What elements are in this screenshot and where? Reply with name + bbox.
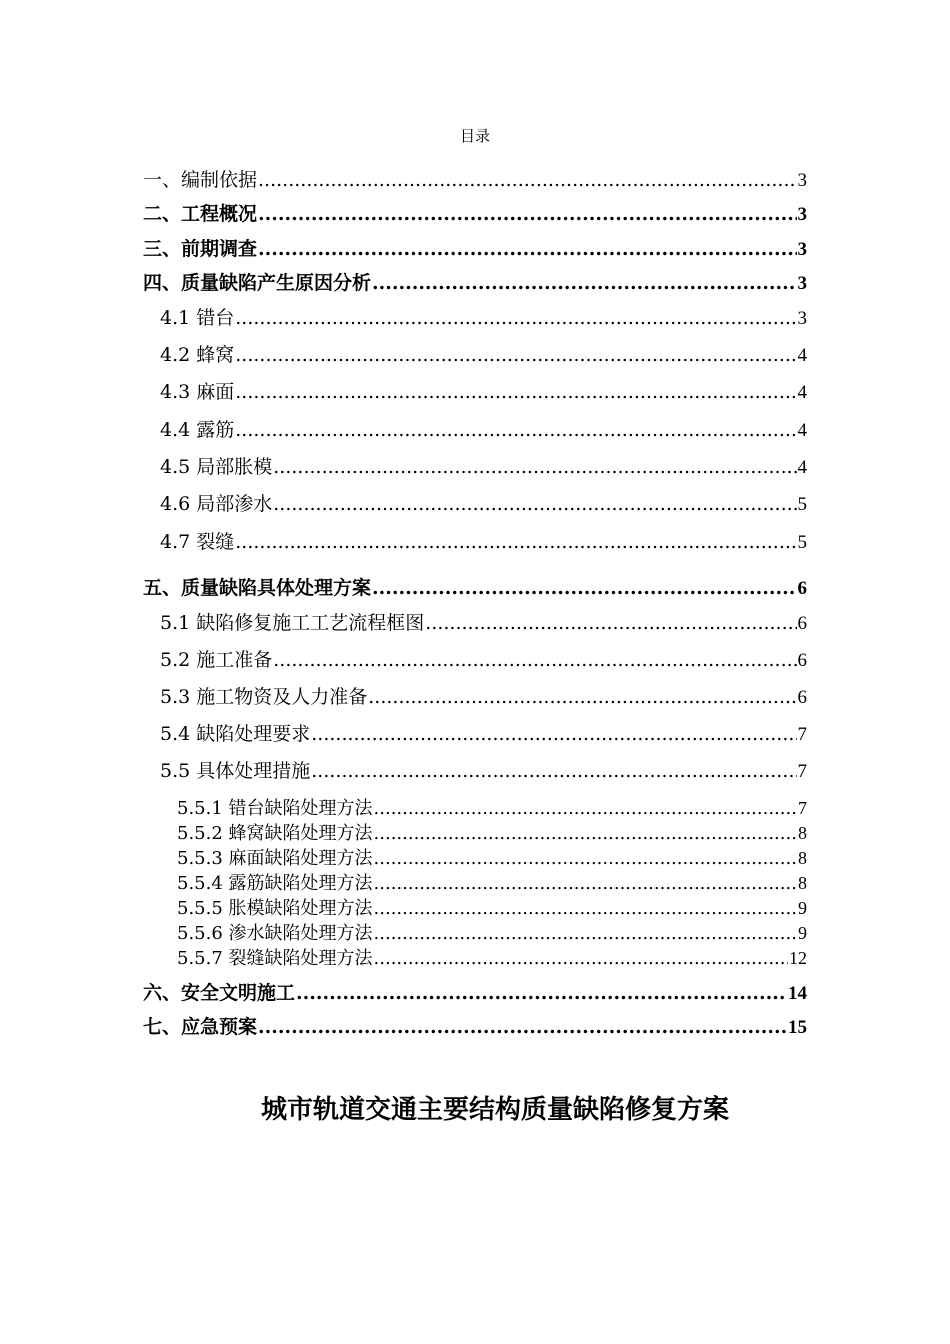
toc-leader [374, 798, 797, 820]
toc-entry[interactable] [160, 530, 807, 555]
toc-entry[interactable] [143, 237, 807, 262]
toc-entry[interactable] [143, 576, 807, 601]
toc-entry[interactable] [160, 380, 807, 405]
toc-entry[interactable] [160, 759, 807, 784]
toc-title: 目录 [459, 127, 490, 145]
toc-entry-label: 5.2 施工准备 [160, 649, 273, 671]
toc-leader [258, 168, 796, 192]
toc-entry-label: 4.4 露筋 [160, 419, 235, 441]
toc-entry-page: 3 [797, 204, 807, 225]
toc-entry-page: 5 [797, 494, 807, 515]
toc-leader [374, 898, 797, 920]
toc-entry-page: 3 [797, 239, 807, 260]
toc-leader [296, 981, 787, 1005]
toc-leader [311, 759, 796, 783]
toc-leader [235, 530, 796, 554]
toc-entry-page: 9 [798, 898, 807, 918]
toc-entry-page: 14 [788, 983, 807, 1004]
toc-leader [374, 873, 797, 895]
toc-entry[interactable] [177, 872, 807, 895]
toc-entry-label: 5.5.1 错台缺陷处理方法 [177, 798, 373, 819]
toc-entry-page: 6 [797, 578, 807, 599]
toc-entry-label: 4.7 裂缝 [160, 531, 235, 553]
toc-entry-label: 5.5.2 蜂窝缺陷处理方法 [177, 823, 373, 844]
toc-entry[interactable] [143, 202, 807, 227]
toc-entry[interactable] [143, 168, 807, 193]
toc-entry[interactable] [160, 306, 807, 331]
toc-entry-label: 5.1 缺陷修复施工工艺流程框图 [160, 612, 425, 634]
toc-entry-label: 4.1 错台 [160, 307, 235, 329]
toc-leader [374, 848, 797, 870]
toc-leader [273, 455, 796, 479]
toc-entry-label: 4.5 局部胀模 [160, 456, 273, 478]
toc-entry[interactable] [160, 611, 807, 636]
toc-entry[interactable] [160, 685, 807, 710]
toc-leader [273, 492, 796, 516]
toc-entry-page: 8 [798, 848, 807, 868]
toc-entry[interactable] [177, 922, 807, 945]
toc-entry-page: 15 [788, 1017, 807, 1038]
toc-entry-page: 12 [789, 948, 807, 968]
toc-entry-label: 5.5.7 裂缝缺陷处理方法 [177, 948, 373, 969]
toc-entry-label: 5.4 缺陷处理要求 [160, 723, 311, 745]
toc-entry[interactable] [177, 947, 807, 970]
toc-entry-label: 5.5.6 渗水缺陷处理方法 [177, 923, 373, 944]
toc-leader [372, 576, 796, 600]
toc-entry-label: 5.3 施工物资及人力准备 [160, 686, 368, 708]
toc-entry-page: 9 [798, 923, 807, 943]
toc-leader [425, 611, 796, 635]
toc-entry[interactable] [160, 722, 807, 747]
toc-entry[interactable] [160, 455, 807, 480]
toc-entry-page: 4 [797, 345, 807, 366]
toc-entry-label: 三、前期调查 [143, 238, 258, 260]
toc-leader [368, 685, 796, 709]
toc-entry-page: 7 [797, 761, 807, 782]
toc-entry[interactable] [177, 847, 807, 870]
toc-entry-label: 5.5.5 胀模缺陷处理方法 [177, 898, 373, 919]
toc-leader [258, 1015, 787, 1039]
toc-entry[interactable] [177, 797, 807, 820]
toc-entry[interactable] [143, 981, 807, 1006]
toc-leader [235, 306, 796, 330]
toc-entry-page: 6 [797, 650, 807, 671]
toc-entry-page: 5 [797, 532, 807, 553]
toc-entry-page: 6 [797, 687, 807, 708]
toc-entry-label: 5.5 具体处理措施 [160, 760, 311, 782]
toc-leader [374, 948, 788, 970]
toc-entry-label: 5.5.3 麻面缺陷处理方法 [177, 848, 373, 869]
document-title: 城市轨道交通主要结构质量缺陷修复方案 [260, 1095, 729, 1125]
toc-entry-page: 8 [798, 823, 807, 843]
toc-entry-page: 7 [798, 798, 807, 818]
toc-entry-page: 3 [797, 273, 807, 294]
toc-entry[interactable] [177, 822, 807, 845]
toc-entry-label: 4.2 蜂窝 [160, 344, 235, 366]
toc-entry[interactable] [177, 897, 807, 920]
toc-leader [374, 823, 797, 845]
toc-entry-label: 六、安全文明施工 [143, 982, 296, 1004]
toc-leader [258, 202, 796, 226]
toc-leader [273, 648, 796, 672]
toc-entry[interactable] [143, 271, 807, 296]
toc-entry[interactable] [160, 418, 807, 443]
toc-leader [311, 722, 796, 746]
toc-leader [374, 923, 797, 945]
toc-entry-label: 4.6 局部渗水 [160, 493, 273, 515]
toc-leader [258, 237, 796, 261]
toc-entry-page: 7 [797, 724, 807, 745]
toc-entry-label: 七、应急预案 [143, 1016, 258, 1038]
toc-entry-page: 8 [798, 873, 807, 893]
toc-entry[interactable] [143, 1015, 807, 1040]
toc-leader [372, 271, 796, 295]
toc-entry-label: 五、质量缺陷具体处理方案 [143, 577, 372, 599]
toc-entry-label: 5.5.4 露筋缺陷处理方法 [177, 873, 373, 894]
toc-entry-page: 4 [797, 420, 807, 441]
toc-entry-label: 四、质量缺陷产生原因分析 [143, 272, 372, 294]
toc-entry[interactable] [160, 648, 807, 673]
toc-entry-label: 4.3 麻面 [160, 381, 235, 403]
toc-leader [235, 343, 796, 367]
toc-entry[interactable] [160, 492, 807, 517]
toc-leader [235, 418, 796, 442]
toc-entry[interactable] [160, 343, 807, 368]
toc-leader [235, 380, 796, 404]
toc-entry-page: 4 [797, 457, 807, 478]
toc-entry-label: 一、编制依据 [143, 169, 258, 191]
toc-entry-page: 6 [797, 613, 807, 634]
toc-entry-label: 二、工程概况 [143, 203, 258, 225]
toc-entry-page: 3 [797, 170, 807, 191]
toc-entry-page: 4 [797, 382, 807, 403]
toc-entry-page: 3 [797, 308, 807, 329]
